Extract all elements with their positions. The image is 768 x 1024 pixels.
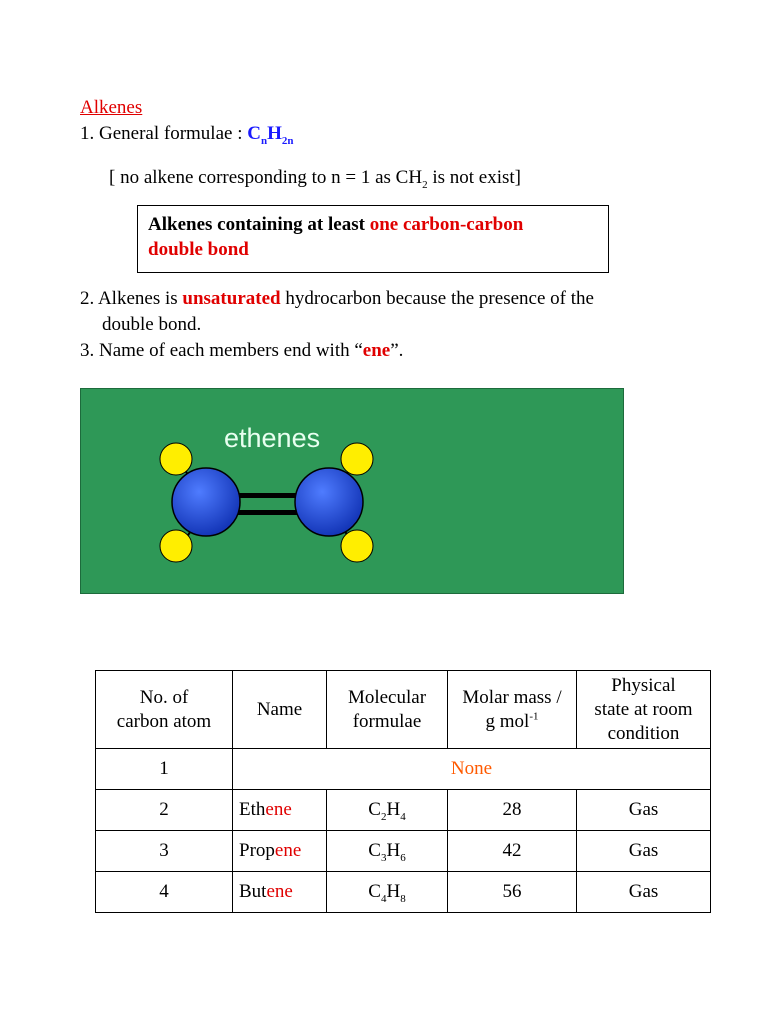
definition-text: Alkenes containing at least [148,214,370,235]
point-2-line-2: double bond. [102,314,202,335]
formula-cell: $C_3H_6$ [327,831,448,872]
general-formula-line [80,122,294,146]
ethene-model-panel [80,388,624,594]
header-cell: No. of carbon atom [96,671,233,749]
definition-box: Alkenes containing at least one carbon-carbon double bond [137,205,609,273]
header-cell: Physical state at room condition [577,671,711,749]
definition-highlight: double bond [148,239,249,260]
ethene-molecule-diagram [81,389,623,593]
general-formula: $C_nH_{2n}$ [247,123,294,147]
point-2-line-1: 2. Alkenes is unsaturated hydrocarbon because the presence of the [80,288,594,309]
hydrogen-atom [341,443,373,475]
note-line: [ no alkene corresponding to n = 1 as $CH_2$ is not exist] [109,167,521,191]
header-cell: Name [233,671,327,749]
header-cell: Molar mass / g mol$^{-1}$ [448,671,577,749]
carbon-atom [172,468,240,536]
formula-cell: $C_2H_4$ [327,790,448,831]
table-row: 4 Butene $C_4H_8$ 56 Gas [96,872,711,913]
carbon-atom [295,468,363,536]
table-row: 2 Ethene $C_2H_4$ 28 Gas [96,790,711,831]
table-header-row [96,671,711,749]
section-heading: Alkenes [80,97,143,118]
table-row: 3 Propene $C_3H_6$ 42 Gas [96,831,711,872]
molecule-label: ethenes [224,423,321,453]
alkene-table [95,670,711,913]
point-3-line: 3. Name of each members end with “ene”. [80,340,404,361]
name-cell: Butene [233,872,327,913]
formula-cell: $C_4H_8$ [327,872,448,913]
table-row: 1 None [96,749,711,790]
header-cell: Molecular formulae [327,671,448,749]
hydrogen-atom [160,530,192,562]
hydrogen-atom [160,443,192,475]
name-cell: Propene [233,831,327,872]
hydrogen-atom [341,530,373,562]
none-cell: None [233,749,711,790]
general-formula-label: 1. General formulae : [80,123,248,144]
name-cell: Ethene [233,790,327,831]
